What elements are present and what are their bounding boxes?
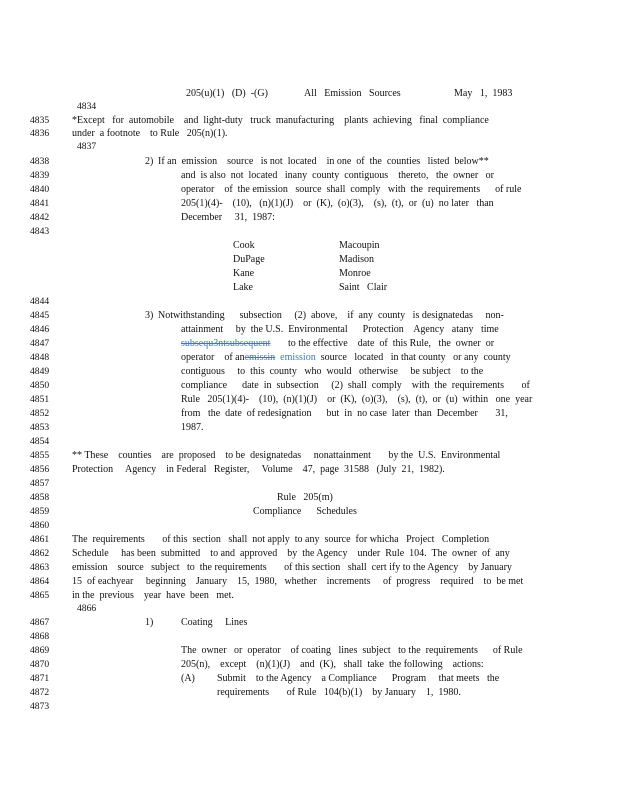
county-name: Macoupin: [339, 240, 380, 251]
item-3-line: from the date of redesignation but in no case later than December 31,: [181, 408, 508, 419]
item-2-line: December 31, 1987:: [181, 212, 275, 223]
rule-subheading: Compliance Schedules: [253, 506, 357, 517]
item-1-line: 205(n), except (n)(1)(J) and (K), shall take the following actions:: [181, 659, 484, 670]
item-2-line: operator of the emission source shall comply with the requirements of rule: [181, 184, 522, 195]
line-number: 4843: [30, 226, 50, 237]
line-number: 4845: [30, 310, 50, 321]
line-number: 4871: [30, 673, 50, 684]
line-number: 4865: [30, 590, 50, 601]
item-3-line: attainment by the U.S. Environmental Protection Agency atany time: [181, 324, 499, 335]
line-number: 4852: [30, 408, 50, 419]
line-number: 4842: [30, 212, 50, 223]
item-3-line: Notwithstanding subsection (2) above, if any county is designatedas non-: [158, 310, 504, 321]
deleted-text: subsequ3ntsubsequent: [181, 338, 271, 349]
item-3-line: [181, 338, 494, 350]
item-2-line: If an emission source is not located in one of the counties listed below**: [158, 156, 489, 167]
line-number: 4837: [77, 141, 97, 152]
county-name: Saint Clair: [339, 282, 388, 293]
item-1-line: The owner or operator of coating lines subject to the requirements of Rule: [181, 645, 523, 656]
line-number: 4839: [30, 170, 50, 181]
line-number: 4860: [30, 520, 50, 531]
line-number: 4863: [30, 562, 50, 573]
paragraph-line: emission source subject to the requirements of this section shall cert ify to the Agency by January: [72, 562, 512, 573]
item-2-label: 2): [145, 156, 154, 167]
line-number: 4847: [30, 338, 50, 349]
line-number: 4851: [30, 394, 50, 405]
line-number: 4840: [30, 184, 50, 195]
paragraph-line: The requirements of this section shall not apply to any source for whicha Project Completion: [72, 534, 490, 545]
line-number: 4844: [30, 296, 50, 307]
line-number: 4835: [30, 115, 50, 126]
line-number: 4866: [77, 603, 97, 614]
line-number: 4862: [30, 548, 50, 559]
county-name: Kane: [233, 268, 255, 279]
item-3-text: source located in that county or any county: [315, 352, 511, 363]
item-3-text: operator of an: [181, 352, 245, 363]
line-number: 4857: [30, 478, 50, 489]
line-number: 4854: [30, 436, 50, 447]
subitem-a-label: (A): [181, 673, 195, 684]
page-date: May 1, 1983: [454, 88, 513, 99]
county-name: Lake: [233, 282, 253, 293]
subitem-a-line: requirements of Rule 104(b)(1) by January 1, 1980.: [217, 687, 461, 698]
line-number: 4858: [30, 492, 50, 503]
line-number: 4869: [30, 645, 50, 656]
item-2-line: 205(1)(4)- (10), (n)(1)(J) or (K), (o)(3), (s), (t), or (u) no later than: [181, 198, 494, 209]
item-3-line: [181, 352, 511, 364]
page-title: All Emission Sources: [304, 88, 401, 99]
paragraph-line: in the previous year have been met.: [72, 590, 234, 601]
line-number: 4861: [30, 534, 50, 545]
line-number: 4873: [30, 701, 50, 712]
line-number: 4855: [30, 450, 50, 461]
county-name: Monroe: [339, 268, 371, 279]
county-name: Cook: [233, 240, 255, 251]
subitem-a-line: Submit to the Agency a Compliance Program that meets the: [217, 673, 500, 684]
item-1-label: 1): [145, 617, 154, 628]
line-number: 4872: [30, 687, 50, 698]
item-2-line: and is also not located inany county contiguous thereto, the owner or: [181, 170, 494, 181]
line-number: 4859: [30, 506, 50, 517]
line-number: 4849: [30, 366, 50, 377]
inserted-text: emission: [275, 352, 316, 363]
line-number: 4867: [30, 617, 50, 628]
line-number: 4846: [30, 324, 50, 335]
rule-heading: Rule 205(m): [277, 492, 333, 503]
item-3-text: to the effective date of this Rule, the owner or: [270, 338, 495, 349]
line-number: 4853: [30, 422, 50, 433]
line-number: 4850: [30, 380, 50, 391]
line-number: 4838: [30, 156, 50, 167]
footnote-double-star-line: Protection Agency in Federal Register, Volume 47, page 31588 (July 21, 1982).: [72, 464, 445, 475]
line-number: 4836: [30, 128, 50, 139]
footnote-star-line: under a footnote to Rule 205(n)(1).: [72, 128, 228, 139]
line-number: 4870: [30, 659, 50, 670]
line-number: 4868: [30, 631, 50, 642]
line-number: 4841: [30, 198, 50, 209]
item-1-title: Coating Lines: [181, 617, 248, 628]
item-3-label: 3): [145, 310, 154, 321]
footnote-double-star-line: ** These counties are proposed to be designatedas nonattainment by the U.S. Environmental: [72, 450, 501, 461]
section-reference: 205(u)(1) (D) -(G): [186, 88, 268, 99]
paragraph-line: Schedule has been submitted to and approved by the Agency under Rule 104. The owner of any: [72, 548, 510, 559]
footnote-star-line: *Except for automobile and light-duty truck manufacturing plants achieving final compliance: [72, 115, 489, 126]
line-number: 4864: [30, 576, 50, 587]
paragraph-line: 15 of eachyear beginning January 15, 1980, whether increments of progress required to be met: [72, 576, 524, 587]
item-3-line: 1987.: [181, 422, 204, 433]
line-number: 4856: [30, 464, 50, 475]
deleted-text: emissin: [244, 352, 276, 363]
county-name: DuPage: [233, 254, 265, 265]
item-3-line: Rule 205(1)(4)- (10), (n)(1)(J) or (K), (o)(3), (s), (t), or (u) within one year: [181, 394, 533, 405]
line-number: 4834: [77, 101, 97, 112]
item-3-line: contiguous to this county who would otherwise be subject to the: [181, 366, 484, 377]
county-name: Madison: [339, 254, 374, 265]
line-number: 4848: [30, 352, 50, 363]
item-3-line: compliance date in subsection (2) shall comply with the requirements of: [181, 380, 530, 391]
